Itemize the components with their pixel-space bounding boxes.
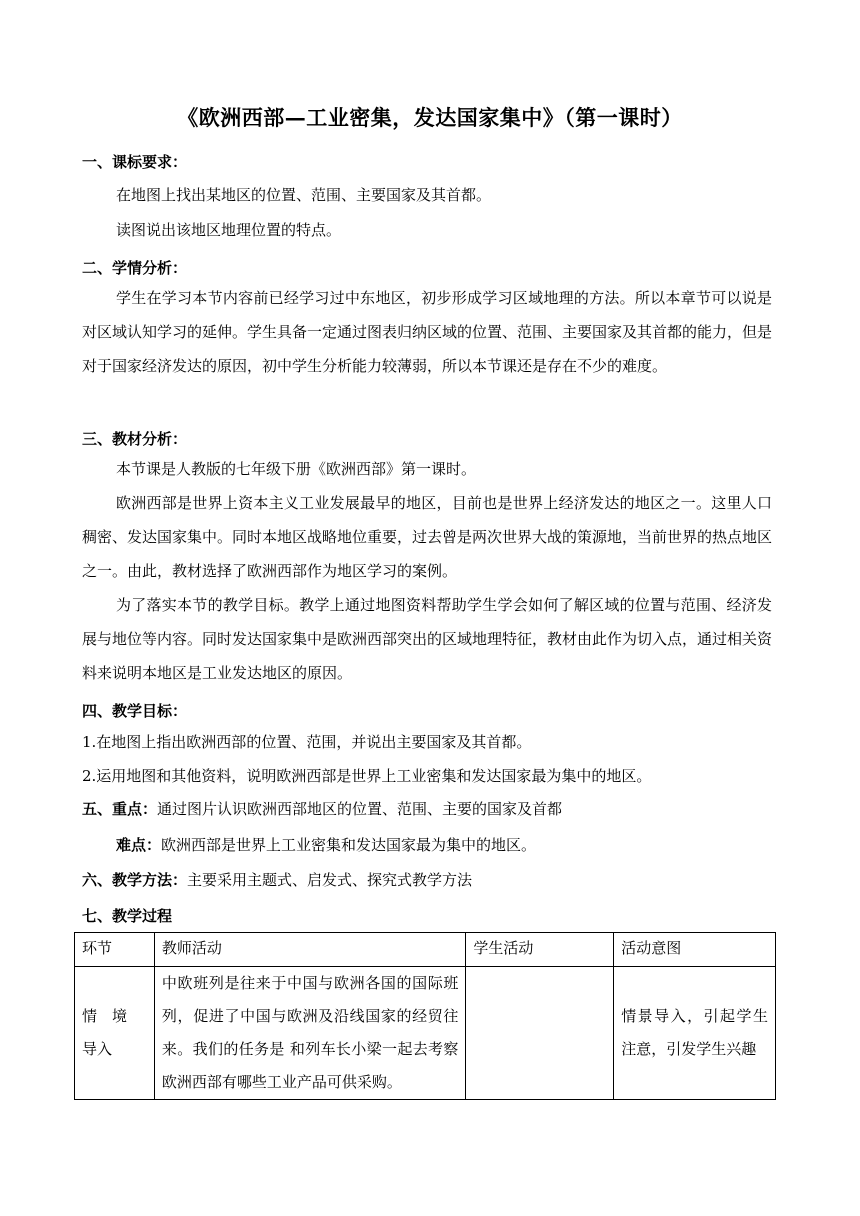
difficult-points-label: 难点： <box>116 836 162 854</box>
section-heading-learner-analysis: 二、学情分析： <box>82 259 188 277</box>
teaching-methods-line <box>82 863 772 897</box>
page-title: 《欧洲西部—工业密集，发达国家集中》（第一课时） <box>177 105 683 130</box>
header-stage: 环节 <box>75 933 155 967</box>
stage-line-1: 情 境 <box>82 1007 128 1025</box>
key-points-label: 五、重点： <box>82 800 158 818</box>
section-heading-textbook-analysis: 三、教材分析： <box>82 430 188 448</box>
objective-item-1: 1.在地图上指出欧洲西部的位置、范围，并说出主要国家及其首都。 <box>82 733 532 751</box>
cell-stage <box>75 967 155 1100</box>
difficult-points-text: 欧洲西部是世界上工业密集和发达国家最为集中的地区。 <box>161 836 537 854</box>
stage-line-2: 导入 <box>82 1040 113 1058</box>
section-heading-process: 七、教学过程 <box>82 907 173 925</box>
table-row <box>75 967 776 1100</box>
key-points-text: 通过图片认识欧洲西部地区的位置、范围、主要的国家及首都 <box>157 800 563 818</box>
header-student-activity: 学生活动 <box>466 933 614 967</box>
textbook-analysis-paragraph-3: 为了落实本节的教学目标。教学上通过地图资料帮助学生学会如何了解区域的位置与范围、经济发展与地位等内容。同时发达国家集中是欧洲西部突出的区域地理特征，教材由此作为切入点，通过相关资料来说明本地区是工业发达地区的原因。 <box>82 596 773 682</box>
objective-item-2: 2.运用地图和其他资料，说明欧洲西部是世界上工业密集和发达国家最为集中的地区。 <box>82 767 652 785</box>
teaching-process-table <box>74 932 776 1100</box>
section-heading-standards: 一、课标要求： <box>82 153 188 171</box>
cell-student-activity <box>466 967 614 1100</box>
header-teacher-activity: 教师活动 <box>154 933 466 967</box>
teaching-methods-text: 主要采用主题式、启发式、探究式教学方法 <box>187 871 473 889</box>
textbook-analysis-paragraph-1: 本节课是人教版的七年级下册《欧洲西部》第一课时。 <box>116 460 477 478</box>
table-header-row <box>75 933 776 967</box>
section-heading-objectives: 四、教学目标： <box>82 702 188 720</box>
teaching-methods-label: 六、教学方法： <box>82 871 188 889</box>
textbook-analysis-paragraph-2: 欧洲西部是世界上资本主义工业发展最早的地区，目前也是世界上经济发达的地区之一。这里人口稠密、发达国家集中。同时本地区战略地位重要，过去曾是两次世界大战的策源地，当前世界的热点地区之一。由此，教材选择了欧洲西部作为地区学习的案例。 <box>82 494 773 580</box>
standards-line-1: 在地图上找出某地区的位置、范围、主要国家及其首都。 <box>116 186 492 204</box>
standards-line-2: 读图说出该地区地理位置的特点。 <box>116 221 342 239</box>
difficult-points-line <box>116 828 806 862</box>
learner-analysis-paragraph: 学生在学习本节内容前已经学习过中东地区，初步形成学习区域地理的方法。所以本章节可以说是对区域认知学习的延伸。学生具备一定通过图表归纳区域的位置、范围、主要国家及其首都的能力，但是对于国家经济发达的原因，初中学生分析能力较薄弱，所以本节课还是存在不少的难度。 <box>82 289 773 375</box>
header-activity-intent: 活动意图 <box>614 933 776 967</box>
cell-teacher-activity: 中欧班列是往来于中国与欧洲各国的国际班列，促进了中国与欧洲及沿线国家的经贸往来。我们的任务是 和列车长小梁一起去考察欧洲西部有哪些工业产品可供采购。 <box>154 967 466 1100</box>
cell-activity-intent: 情景导入，引起学生注意，引发学生兴趣 <box>614 967 776 1100</box>
key-points-line <box>82 792 772 826</box>
